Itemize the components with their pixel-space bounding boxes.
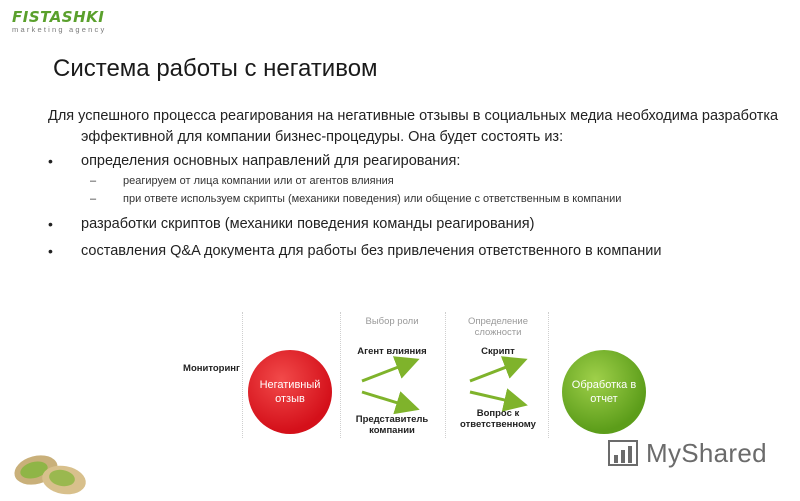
watermark (608, 438, 767, 469)
slide-title: Система работы с негативом (53, 55, 378, 82)
arrow-to-representative (362, 392, 414, 408)
myshared-chart-icon (608, 439, 640, 469)
intro-paragraph: Для успешного процесса реагирования на негативные отзывы в социальных медиа необходима разработка эффективной для компании бизнес-процедуры. Она будет состоять из: (48, 108, 779, 145)
arrow-to-script (470, 361, 522, 381)
sub-bullet-item: – при ответе используем скрипты (механики поведения) или общение с ответственным в компании (48, 190, 788, 208)
bullet-item: • определения основных направлений для реагирования: (48, 151, 788, 172)
logo-wordmark: FISTASHKI (12, 8, 105, 26)
monitoring-label: Мониторинг (183, 363, 240, 374)
watermark-text: MyShared (646, 438, 767, 468)
complexity-column-header: Определение сложности (467, 316, 529, 338)
bullet-item: • составления Q&A документа для работы без привлечения ответственного в компании (48, 241, 788, 262)
sub-bullet-item: – реагируем от лица компании или от агентов влияния (48, 172, 788, 190)
negative-review-node: Негативный отзыв (248, 350, 332, 434)
role-representative-label: Представитель компании (355, 414, 429, 436)
pistachio-icon (10, 448, 90, 498)
role-column-header: Выбор роли (365, 316, 419, 327)
bullet-item: • разработки скриптов (механики поведения команды реагирования) (48, 214, 788, 235)
complexity-script-label: Скрипт (481, 346, 515, 357)
report-node: Обработка в отчет (562, 350, 646, 434)
complexity-question-label: Вопрос к ответственному (460, 408, 536, 430)
logo-tagline: marketing agency (12, 25, 107, 34)
arrow-to-question (470, 392, 522, 404)
arrow-to-agent (362, 361, 414, 381)
role-agent-label: Агент влияния (357, 346, 427, 357)
